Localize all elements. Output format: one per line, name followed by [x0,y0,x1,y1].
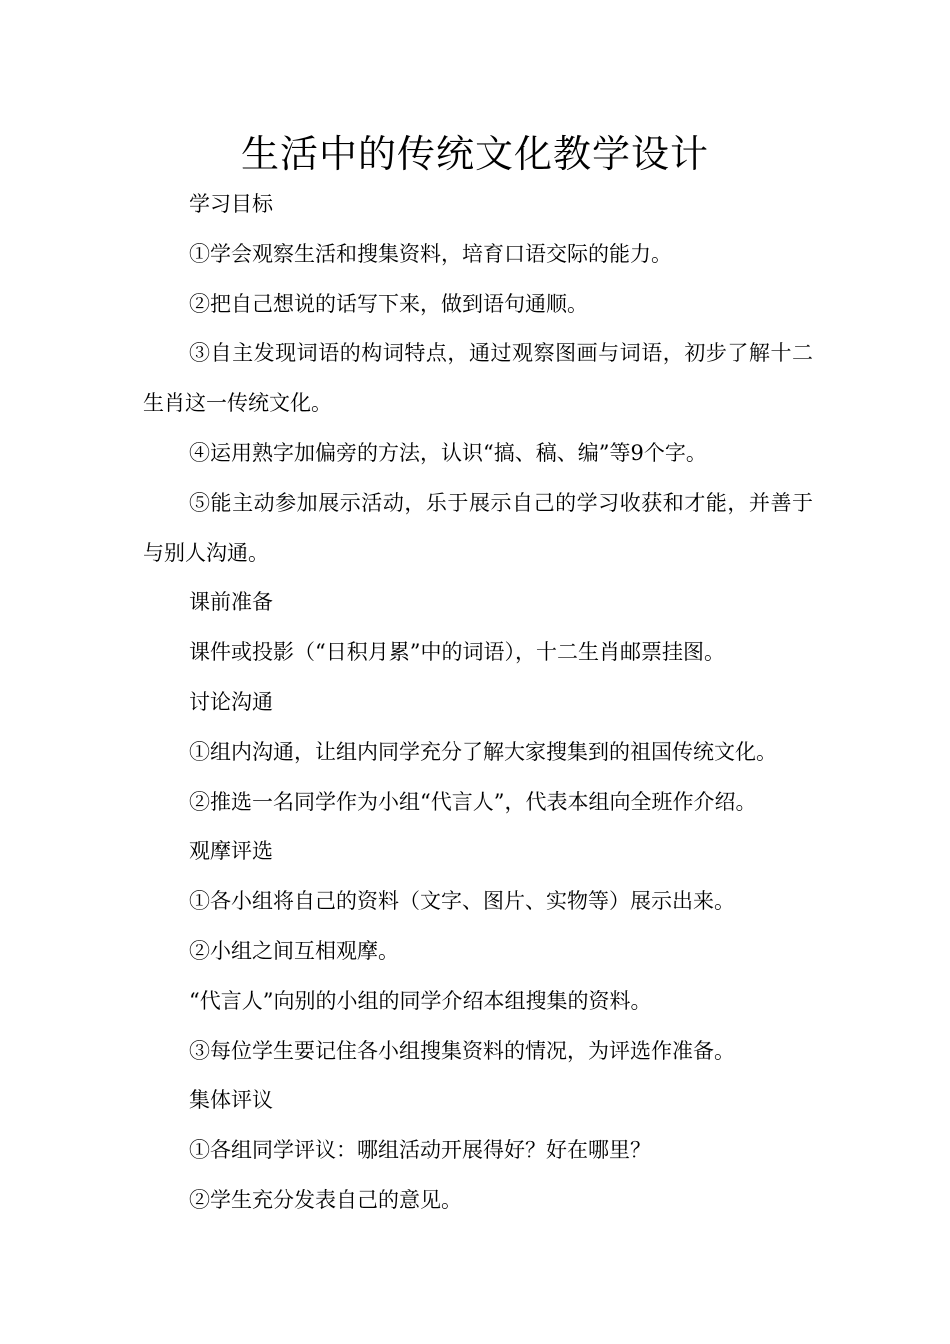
section-heading-preparation: 课前准备 [189,590,273,615]
objective-item-4: ④运用熟字加偏旁的方法，认识“搞、稿、编”等9个字。 [189,440,707,465]
section-heading-discussion: 讨论沟通 [189,689,273,714]
review-item-1: ①各组同学评议：哪组活动开展得好？好在哪里？ [189,1138,651,1163]
objective-item-3: ③自主发现词语的构词特点，通过观察图画与词语，初步了解十二生肖这一传统文化。 [143,341,813,416]
section-heading-objectives: 学习目标 [189,192,273,216]
objective-item-5: ⑤能主动参加展示活动，乐于展示自己的学习收获和才能，并善于与别人沟通。 [143,490,813,565]
preparation-text: 课件或投影（“日积月累”中的词语），十二生肖邮票挂图。 [189,640,725,665]
review-item-2: ②学生充分发表自己的意见。 [189,1187,462,1212]
observation-note: “代言人”向别的小组的同学介绍本组搜集的资料。 [189,988,652,1013]
objective-item-1: ①学会观察生活和搜集资料，培育口语交际的能力。 [189,241,672,266]
observation-item-3: ③每位学生要记住各小组搜集资料的情况，为评选作准备。 [189,1038,735,1063]
document-body [143,180,813,1226]
objective-item-2: ②把自己想说的话写下来，做到语句通顺。 [189,291,588,316]
document-title: 生活中的传统文化教学设计 [240,132,709,176]
section-heading-review: 集体评议 [189,1088,273,1113]
discussion-item-1: ①组内沟通，让组内同学充分了解大家搜集到的祖国传统文化。 [189,739,777,764]
section-heading-observation: 观摩评选 [189,839,273,864]
observation-item-1: ①各小组将自己的资料（文字、图片、实物等）展示出来。 [189,889,735,914]
discussion-item-2: ②推选一名同学作为小组“代言人”，代表本组向全班作介绍。 [189,789,757,814]
observation-item-2: ②小组之间互相观摩。 [189,938,399,963]
